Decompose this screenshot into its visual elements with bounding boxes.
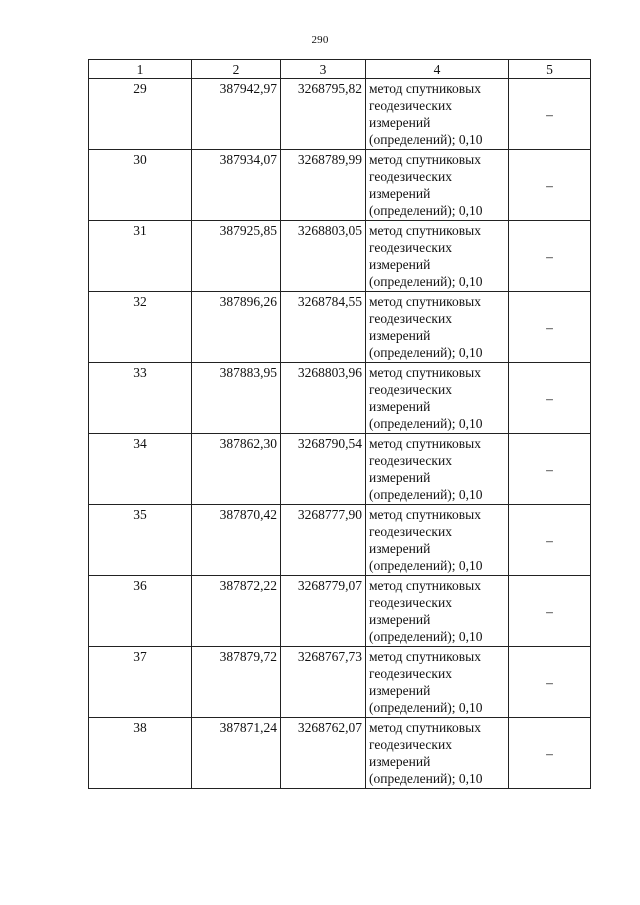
method-line: измерений xyxy=(369,115,431,130)
header-row xyxy=(89,60,591,79)
x-coordinate-cell: 387871,24 xyxy=(192,718,281,789)
method-line: метод спутниковых xyxy=(369,578,481,593)
header-col-4: 4 xyxy=(366,60,509,79)
dash-cell: – xyxy=(509,150,591,221)
y-coordinate-cell: 3268762,07 xyxy=(281,718,366,789)
method-line: геодезических xyxy=(369,595,452,610)
dash-cell: – xyxy=(509,363,591,434)
y-coordinate-cell: 3268803,05 xyxy=(281,221,366,292)
method-line: (определений); 0,10 xyxy=(369,203,483,218)
table-row xyxy=(89,150,591,221)
dash-cell: – xyxy=(509,718,591,789)
method-line: метод спутниковых xyxy=(369,294,481,309)
method-cell xyxy=(366,718,509,789)
method-line: геодезических xyxy=(369,98,452,113)
method-line: измерений xyxy=(369,257,431,272)
x-coordinate-cell: 387934,07 xyxy=(192,150,281,221)
method-line: геодезических xyxy=(369,240,452,255)
method-line: измерений xyxy=(369,754,431,769)
point-number-cell: 38 xyxy=(89,718,192,789)
point-number-cell: 35 xyxy=(89,505,192,576)
table-row xyxy=(89,363,591,434)
point-number-cell: 29 xyxy=(89,79,192,150)
table-row xyxy=(89,718,591,789)
method-line: (определений); 0,10 xyxy=(369,700,483,715)
method-line: (определений); 0,10 xyxy=(369,629,483,644)
x-coordinate-cell: 387862,30 xyxy=(192,434,281,505)
method-line: измерений xyxy=(369,541,431,556)
method-line: (определений); 0,10 xyxy=(369,487,483,502)
y-coordinate-cell: 3268784,55 xyxy=(281,292,366,363)
y-coordinate-cell: 3268777,90 xyxy=(281,505,366,576)
method-cell xyxy=(366,576,509,647)
method-cell xyxy=(366,150,509,221)
table-row xyxy=(89,221,591,292)
method-line: (определений); 0,10 xyxy=(369,345,483,360)
method-line: измерений xyxy=(369,328,431,343)
method-line: метод спутниковых xyxy=(369,507,481,522)
y-coordinate-cell: 3268779,07 xyxy=(281,576,366,647)
method-line: измерений xyxy=(369,186,431,201)
y-coordinate-cell: 3268767,73 xyxy=(281,647,366,718)
point-number-cell: 36 xyxy=(89,576,192,647)
method-cell xyxy=(366,79,509,150)
dash-cell: – xyxy=(509,505,591,576)
point-number-cell: 33 xyxy=(89,363,192,434)
method-cell xyxy=(366,647,509,718)
y-coordinate-cell: 3268789,99 xyxy=(281,150,366,221)
dash-cell: – xyxy=(509,79,591,150)
method-cell xyxy=(366,221,509,292)
method-line: метод спутниковых xyxy=(369,436,481,451)
page-number: 290 xyxy=(311,34,329,46)
x-coordinate-cell: 387896,26 xyxy=(192,292,281,363)
method-cell xyxy=(366,505,509,576)
method-line: метод спутниковых xyxy=(369,223,481,238)
y-coordinate-cell: 3268790,54 xyxy=(281,434,366,505)
method-line: измерений xyxy=(369,683,431,698)
table-row xyxy=(89,647,591,718)
header-col-1: 1 xyxy=(89,60,192,79)
y-coordinate-cell: 3268803,96 xyxy=(281,363,366,434)
x-coordinate-cell: 387872,22 xyxy=(192,576,281,647)
table-body xyxy=(89,79,591,789)
header-col-2: 2 xyxy=(192,60,281,79)
x-coordinate-cell: 387942,97 xyxy=(192,79,281,150)
header-col-5: 5 xyxy=(509,60,591,79)
y-coordinate-cell: 3268795,82 xyxy=(281,79,366,150)
method-line: измерений xyxy=(369,612,431,627)
method-line: метод спутниковых xyxy=(369,81,481,96)
method-cell xyxy=(366,434,509,505)
method-line: геодезических xyxy=(369,666,452,681)
dash-cell: – xyxy=(509,576,591,647)
method-line: метод спутниковых xyxy=(369,649,481,664)
table-row xyxy=(89,505,591,576)
x-coordinate-cell: 387870,42 xyxy=(192,505,281,576)
method-line: геодезических xyxy=(369,737,452,752)
method-line: геодезических xyxy=(369,382,452,397)
method-line: метод спутниковых xyxy=(369,365,481,380)
x-coordinate-cell: 387879,72 xyxy=(192,647,281,718)
point-number-cell: 31 xyxy=(89,221,192,292)
point-number-cell: 30 xyxy=(89,150,192,221)
table-row xyxy=(89,292,591,363)
coordinates-table xyxy=(88,59,591,789)
table-row xyxy=(89,79,591,150)
method-line: (определений); 0,10 xyxy=(369,416,483,431)
method-line: геодезических xyxy=(369,311,452,326)
method-line: геодезических xyxy=(369,524,452,539)
method-line: геодезических xyxy=(369,453,452,468)
method-line: геодезических xyxy=(369,169,452,184)
method-line: (определений); 0,10 xyxy=(369,771,483,786)
dash-cell: – xyxy=(509,292,591,363)
header-col-3: 3 xyxy=(281,60,366,79)
method-cell xyxy=(366,363,509,434)
method-line: измерений xyxy=(369,470,431,485)
point-number-cell: 37 xyxy=(89,647,192,718)
point-number-cell: 34 xyxy=(89,434,192,505)
dash-cell: – xyxy=(509,434,591,505)
method-line: метод спутниковых xyxy=(369,720,481,735)
x-coordinate-cell: 387883,95 xyxy=(192,363,281,434)
method-line: (определений); 0,10 xyxy=(369,132,483,147)
method-line: (определений); 0,10 xyxy=(369,274,483,289)
dash-cell: – xyxy=(509,647,591,718)
method-line: (определений); 0,10 xyxy=(369,558,483,573)
method-cell xyxy=(366,292,509,363)
table-row xyxy=(89,434,591,505)
method-line: метод спутниковых xyxy=(369,152,481,167)
table-header xyxy=(89,60,591,79)
table-row xyxy=(89,576,591,647)
point-number-cell: 32 xyxy=(89,292,192,363)
method-line: измерений xyxy=(369,399,431,414)
dash-cell: – xyxy=(509,221,591,292)
x-coordinate-cell: 387925,85 xyxy=(192,221,281,292)
